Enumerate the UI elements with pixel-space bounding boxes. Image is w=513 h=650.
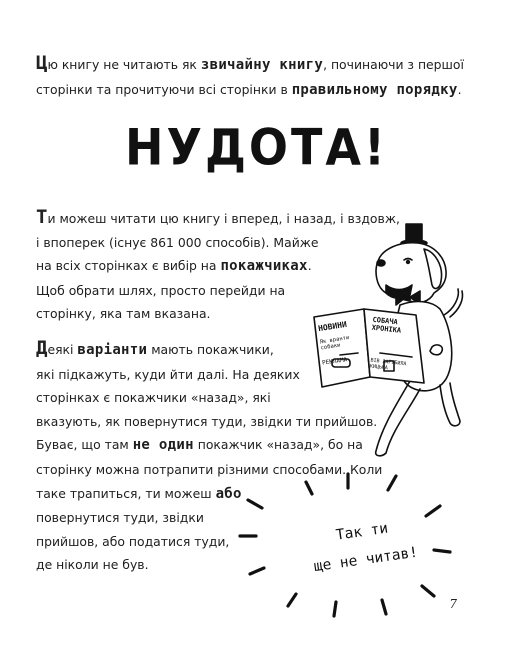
- emphasis-variants: варіанти: [77, 342, 148, 358]
- emphasis-not-one: не один: [132, 437, 194, 454]
- newspaper-right-title: СОБАЧА ХРОНІКА: [371, 315, 402, 335]
- paragraph-back-pointers: Деякі варіанти мають покажчики, які підкажуть, куди йти далі. На деяких сторінках є покажчики «назад», які вказують, як повернутися туди, звідки ти прийшов. Буває, що там не один покажчик «назад», бо на сторінку можна потрапити різними способами. Коли таке трапиться, ти можеш або повернутися туди, звідки прийшов, або податися туди, де ніколи не був.: [36, 337, 383, 573]
- newspaper-left-title: НОВИНИ: [317, 319, 348, 334]
- intro-paragraph: [36, 53, 464, 102]
- drop-cap: Т: [36, 206, 48, 228]
- intro-line-2: сторінки та прочитуючи всі сторінки в правильному порядку.: [36, 81, 462, 98]
- paragraph-ways-to-read: Ти можеш читати цю книгу і вперед, і назад, і вздовж, і впоперек (існує 861 000 способів). Майже на всіх сторінках є вибір на покажчиках. Щоб обрати шлях, просто перейди на сторінку, яка там вказана.: [36, 206, 400, 322]
- shout-line-1: Так ти: [334, 520, 390, 544]
- emphasis-or: або: [215, 485, 242, 502]
- page-number: 7: [449, 597, 457, 611]
- shout-line-2: ще не читав!: [312, 544, 419, 576]
- page-heading: НУДОТА!: [125, 117, 388, 177]
- emphasis-right-order: правильному порядку: [291, 81, 458, 98]
- intro-line-1: Цю книгу не читають як звичайну книгу, починаючи з першої: [36, 52, 464, 74]
- newspaper-left-subtitle: Як вранти собаки: [319, 335, 350, 352]
- drop-cap: Д: [36, 337, 48, 359]
- newspaper-left-footer: РЕКЛАМА: [321, 356, 348, 367]
- drop-cap: Ц: [36, 52, 48, 74]
- emphasis-ordinary-book: звичайну книгу: [200, 57, 324, 73]
- newspaper-right-footer: ВІВ ЗАГУБИЛА КИЦЬКА: [369, 357, 407, 372]
- emphasis-pointers: покажчиках: [220, 258, 308, 275]
